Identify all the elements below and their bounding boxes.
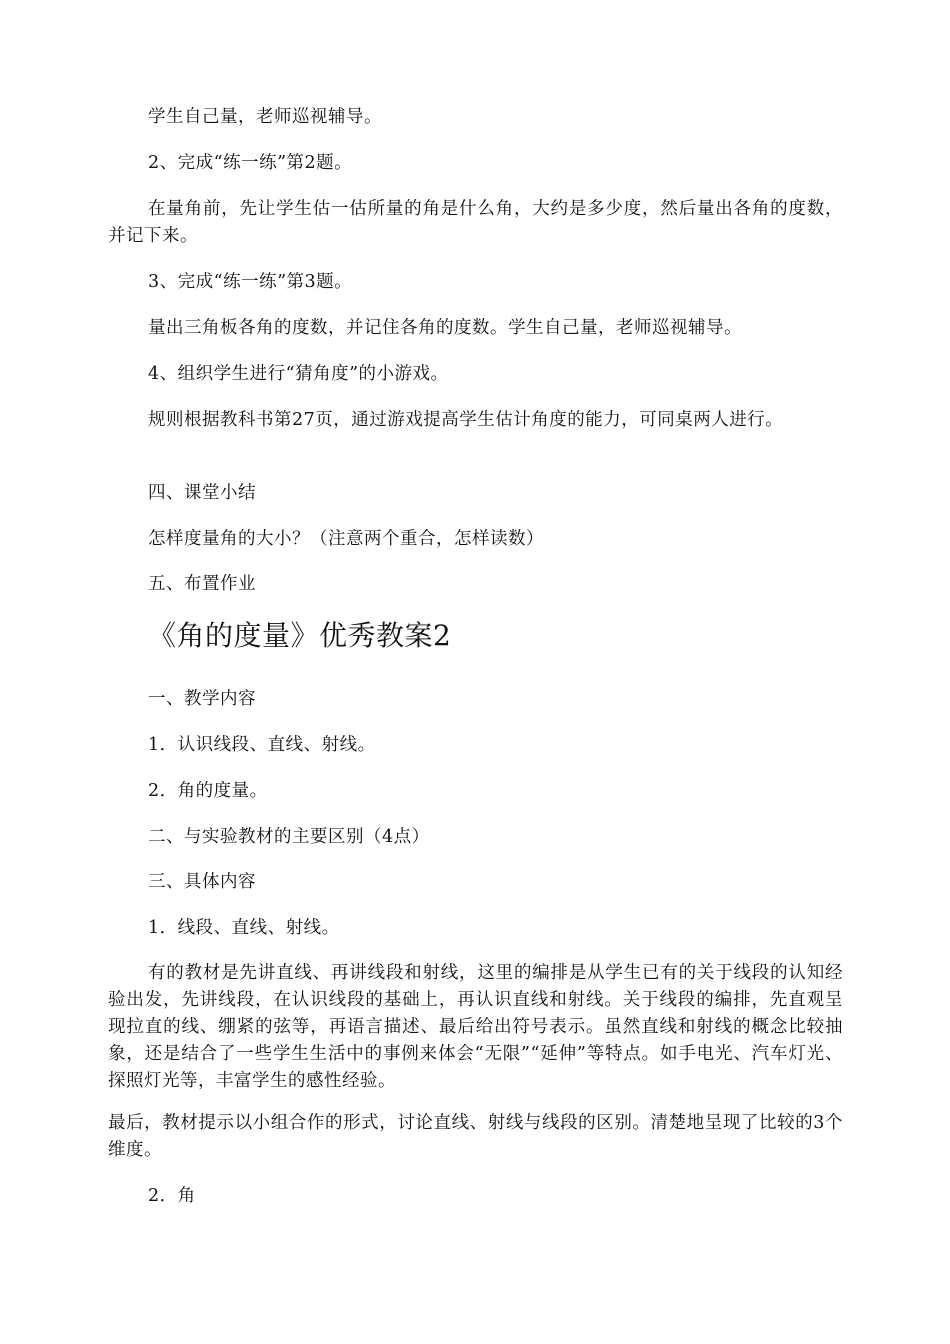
paragraph-estimate-angles: 在量角前，先让学生估一估所量的角是什么角，大约是多少度，然后量出各角的度数，并记下来。 (108, 199, 843, 246)
paragraph-guess-angle-game: 4、组织学生进行“猜角度”的小游戏。 (148, 364, 449, 384)
paragraph-teacher-guidance: 学生自己量，老师巡视辅导。 (148, 107, 382, 127)
section-homework: 五、布置作业 (148, 574, 256, 594)
list-item-angle-measure: 2．角的度量。 (148, 781, 268, 801)
paragraph-textbook-arrangement: 有的教材是先讲直线、再讲线段和射线，这里的编排是从学生已有的关于线段的认知经验出发，先讲线段，在认识线段的基础上，再认识直线和射线。关于线段的编排，先直观呈现拉直的线、绷紧的弦等，再语言描述、最后给出符号表示。虽然直线和射线的概念比较抽象，还是结合了一些学生生活中的事例来体会“无限”“延伸”等特点。如手电光、汽车灯光、探照灯光等，丰富学生的感性经验。 (108, 963, 843, 1091)
paragraph-exercise-3: 3、完成“练一练”第3题。 (148, 272, 353, 292)
section-specific-content: 三、具体内容 (148, 872, 256, 892)
section-summary: 四、课堂小结 (148, 483, 256, 503)
page-title: 《角的度量》优秀教案2 (148, 619, 452, 652)
paragraph-group-discussion: 最后，教材提示以小组合作的形式，讨论直线、射线与线段的区别。清楚地呈现了比较的3个维度。 (108, 1113, 843, 1160)
list-item-angle: 2．角 (148, 1186, 196, 1206)
paragraph-game-rules: 规则根据教科书第27页，通过游戏提高学生估计角度的能力，可同桌两人进行。 (148, 410, 784, 430)
paragraph-exercise-2: 2、完成“练一练”第2题。 (148, 153, 353, 173)
list-item-lines: 1．认识线段、直线、射线。 (148, 735, 376, 755)
paragraph-triangle-ruler: 量出三角板各角的度数，并记住各角的度数。学生自己量，老师巡视辅导。 (148, 318, 742, 338)
list-item-segments: 1．线段、直线、射线。 (148, 918, 340, 938)
section-teaching-content: 一、教学内容 (148, 689, 256, 709)
section-differences: 二、与实验教材的主要区别（4点） (148, 827, 430, 847)
paragraph-summary-question: 怎样度量角的大小？（注意两个重合，怎样读数） (148, 529, 544, 549)
